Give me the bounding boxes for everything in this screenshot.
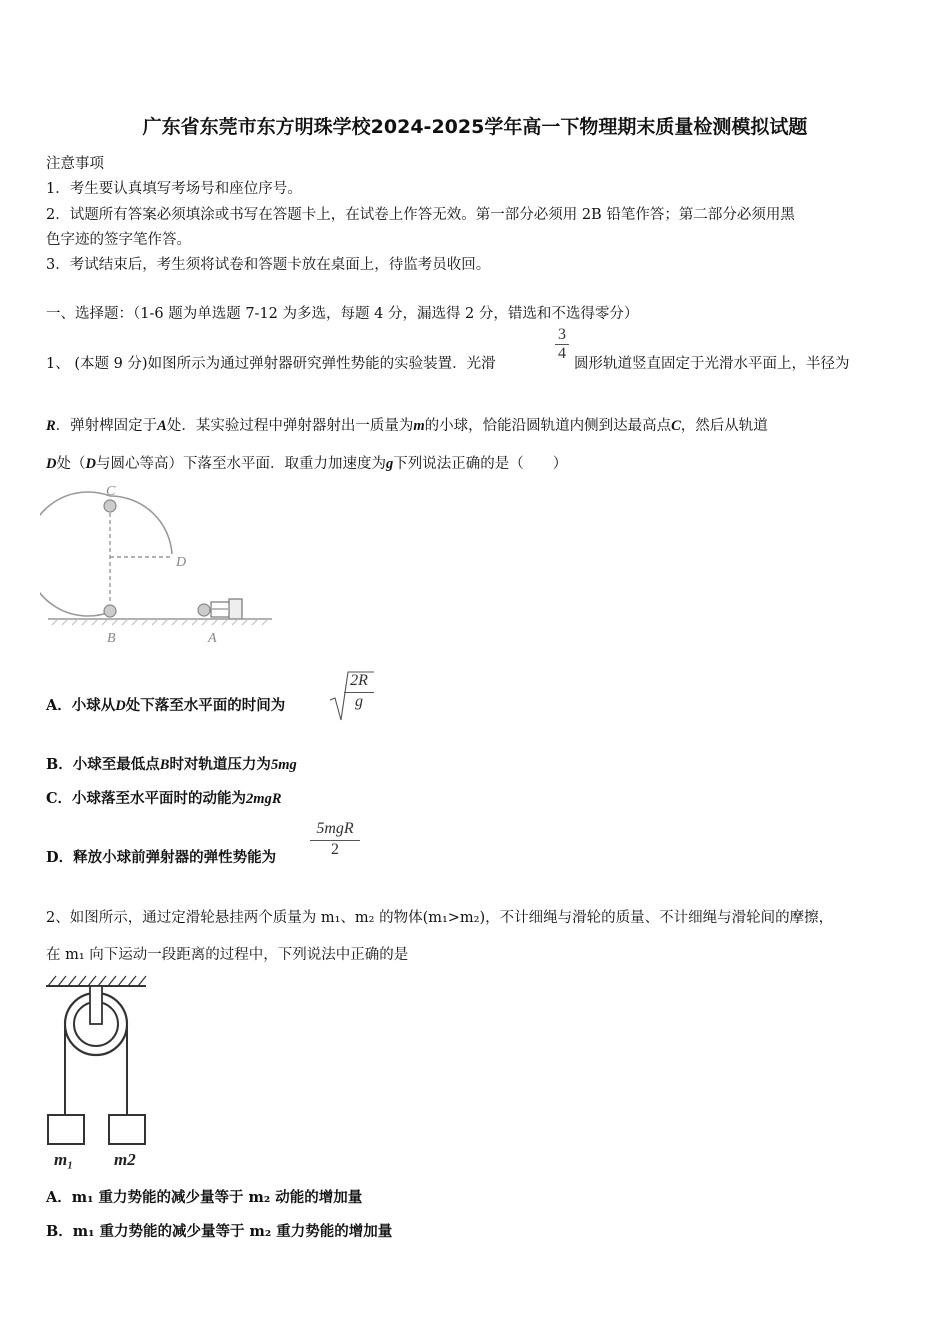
ball-launcher (198, 604, 210, 616)
notice-heading: 注意事项 (46, 156, 104, 172)
pulley-axle (90, 986, 102, 1024)
q1-opt-d-fraction (310, 820, 360, 859)
q1-stem-line3: D处（D与圆心等高）下落至水平面．取重力加速度为g下列说法正确的是（ ） (46, 456, 568, 472)
notice-item-2-line1: 2．试题所有答案必须填涂或书写在答题卡上，在试卷上作答无效。第一部分必须用 2B 铅笔作答；第二部分必须用黑 (46, 207, 795, 223)
q1-opt-a-fraction (344, 672, 374, 711)
q1-opt-a-den: g (344, 692, 374, 711)
q1-fraction (555, 326, 569, 363)
page-title: 广东省东莞市东方明珠学校2024-2025学年高一下物理期末质量检测模拟试题 (142, 116, 808, 138)
block-m1 (48, 1115, 84, 1144)
q2-stem-line1: 2、如图所示，通过定滑轮悬挂两个质量为 m₁、m₂ 的物体(m₁>m₂)，不计细绳与滑轮的质量、不计细绳与滑轮间的摩擦， (46, 910, 834, 926)
label-D: D (176, 555, 187, 570)
ball-bottom (104, 605, 116, 617)
label-A: A (208, 631, 217, 646)
q2-stem-line2: 在 m₁ 向下运动一段距离的过程中，下列说法中正确的是 (46, 947, 409, 963)
q2-option-a: A．m₁ 重力势能的减少量等于 m₂ 动能的增加量 (46, 1189, 363, 1206)
notice-item-3: 3．考试结束后，考生须将试卷和答题卡放在桌面上，待监考员收回。 (46, 257, 491, 273)
section-heading: 一、选择题：（1-6 题为单选题 7-12 为多选，每题 4 分，漏选得 2 分，错选和不选得零分） (46, 306, 639, 322)
label-m1: m₁ (54, 1150, 74, 1169)
label-B: B (107, 631, 116, 646)
notice-item-1: 1．考生要认真填写考场号和座位序号。 (46, 181, 302, 197)
q2-option-b: B．m₁ 重力势能的减少量等于 m₂ 重力势能的增加量 (46, 1223, 393, 1240)
q1-frac-num: 3 (558, 326, 566, 343)
q1-figure-track (40, 478, 280, 650)
label-m2: m2 (114, 1150, 136, 1169)
q1-opt-a-num: 2R (350, 672, 368, 689)
q1-option-b: B．小球至最低点B时对轨道压力为5mg (46, 756, 297, 773)
notice-item-2-line2: 色字迹的签字笔作答。 (46, 232, 191, 248)
q1-opt-d-den: 2 (310, 840, 360, 859)
q1-prefix: 1、 (本题 9 分)如图所示为通过弹射器研究弹性势能的实验装置．光滑 (46, 356, 496, 372)
q1-stem-line1 (46, 352, 496, 373)
q1-option-a: A．小球从D处下落至水平面的时间为 (46, 697, 286, 714)
q1-option-c: C．小球落至水平面时的动能为2mgR (46, 790, 282, 807)
ball-top (104, 500, 116, 512)
q2-figure-pulley (40, 972, 160, 1172)
q1-frac-den: 4 (555, 344, 569, 363)
q1-option-d: D．释放小球前弹射器的弹性势能为 (46, 849, 277, 866)
q1-opt-d-num: 5mgR (316, 820, 354, 837)
q1-suffix: 圆形轨道竖直固定于光滑水平面上，半径为 (574, 356, 850, 372)
label-C: C (106, 484, 116, 499)
q1-stem-line2: R．弹射椑固定于A处．某实验过程中弹射器射出一质量为m的小球，恰能沿圆轨道内侧到达最高点C，然后从轨道 (46, 418, 768, 434)
block-m2 (109, 1115, 145, 1144)
